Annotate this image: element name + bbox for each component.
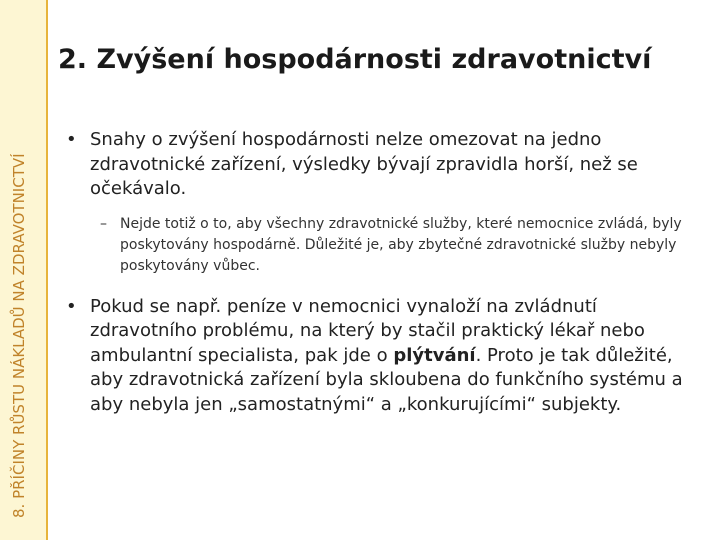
bullet-item-2: [66, 295, 706, 418]
bullet-item-1: [66, 128, 706, 202]
bullet-text-2-after: . Proto je tak důležité, aby zdravotnická zařízení byla skloubena do funkčního systému a aby nebyla jen „samostatnými“ a „konkurujícími“ subjekty.: [90, 344, 683, 415]
slide-title: 2. Zvýšení hospodárnosti zdravotnictví: [58, 44, 652, 75]
bullet-text-1: Snahy o zvýšení hospodárnosti nelze omezovat na jedno zdravotnické zařízení, výsledky bývají zpravidla horší, než se očekávalo.: [90, 129, 638, 199]
bullet-marker: •: [66, 129, 77, 150]
sidebar-label: 8. PŘÍČINY RŮSTU NÁKLADŮ NA ZDRAVOTNICTVÍ: [10, 153, 28, 518]
bullet-marker: •: [66, 295, 77, 317]
sidebar: [0, 0, 48, 540]
sub-bullet-text-1: Nejde totiž o to, aby všechny zdravotnické služby, které nemocnice zvládá, byly poskytovány hospodárně. Důležité je, aby zbytečné zdravotnické služby nebyly poskytovány vůbec.: [120, 215, 682, 274]
sub-bullet-item-1: [66, 214, 706, 277]
slide-content: [66, 128, 706, 429]
sub-bullet-marker: –: [100, 215, 107, 232]
bullet-text-2-bold: plýtvání: [393, 344, 476, 366]
sidebar-label-container: [10, 4, 34, 536]
bullet-text-2-before: Pokud se např. peníze v nemocnici vynaloží na zvládnutí zdravotního problému, na který by stačil praktický lékař nebo ambulantní specialista, pak jde o: [90, 295, 645, 366]
